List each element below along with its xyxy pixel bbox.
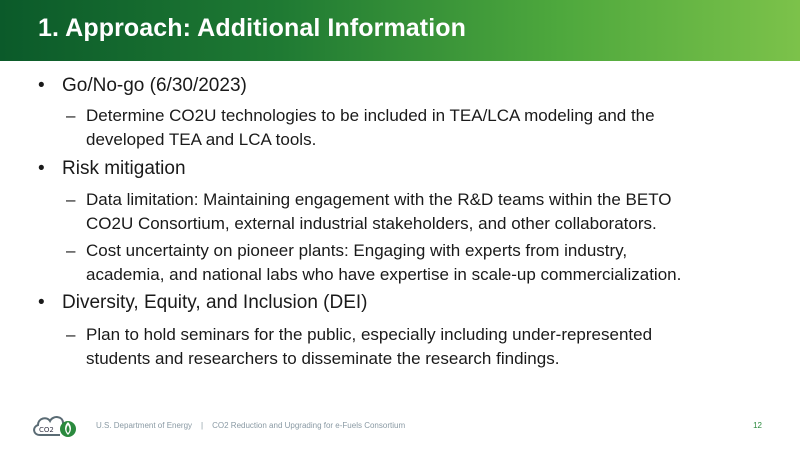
bullet-glyph: • bbox=[38, 292, 45, 313]
slide-title: 1. Approach: Additional Information bbox=[38, 14, 467, 42]
dash-glyph: – bbox=[66, 190, 76, 209]
logo-text: CO2 bbox=[39, 426, 54, 434]
page-number: 12 bbox=[753, 421, 762, 430]
sub-bullet-line: academia, and national labs who have expertise in scale-up commercialization. bbox=[86, 265, 682, 284]
bullet-risk-mitigation bbox=[38, 156, 186, 182]
bullet-glyph: • bbox=[38, 158, 45, 179]
sub-bullet bbox=[66, 323, 766, 371]
footer-org: U.S. Department of Energy bbox=[96, 421, 193, 430]
bullet-text: Diversity, Equity, and Inclusion (DEI) bbox=[62, 292, 368, 313]
footer-consortium: CO2 Reduction and Upgrading for e-Fuels Consortium bbox=[212, 421, 406, 430]
dash-glyph: – bbox=[66, 325, 76, 344]
bullet-go-no-go bbox=[38, 73, 247, 99]
sub-bullet bbox=[66, 239, 766, 287]
footer-separator: | bbox=[201, 421, 204, 430]
dash-glyph: – bbox=[66, 106, 76, 125]
bullet-dei bbox=[38, 290, 368, 316]
sub-bullet-line: Cost uncertainty on pioneer plants: Engaging with experts from industry, bbox=[86, 241, 628, 260]
footer-text bbox=[96, 421, 405, 430]
sub-bullet-line: developed TEA and LCA tools. bbox=[86, 130, 317, 149]
title-bar bbox=[0, 0, 800, 61]
bullet-text: Risk mitigation bbox=[62, 158, 186, 179]
sub-bullet bbox=[66, 104, 766, 152]
bullet-glyph: • bbox=[38, 75, 45, 96]
sub-bullet-line: Plan to hold seminars for the public, especially including under-represented bbox=[86, 325, 653, 344]
sub-bullet bbox=[66, 188, 766, 236]
bullet-text: Go/No-go (6/30/2023) bbox=[62, 75, 247, 96]
sub-bullet-line: Data limitation: Maintaining engagement with the R&D teams within the BETO bbox=[86, 190, 672, 209]
sub-bullet-line: students and researchers to disseminate the research findings. bbox=[86, 349, 560, 368]
sub-bullet-line: Determine CO2U technologies to be included in TEA/LCA modeling and the bbox=[86, 106, 655, 125]
co2-cloud-logo-icon bbox=[30, 409, 80, 443]
dash-glyph: – bbox=[66, 241, 76, 260]
sub-bullet-line: CO2U Consortium, external industrial stakeholders, and other collaborators. bbox=[86, 214, 657, 233]
